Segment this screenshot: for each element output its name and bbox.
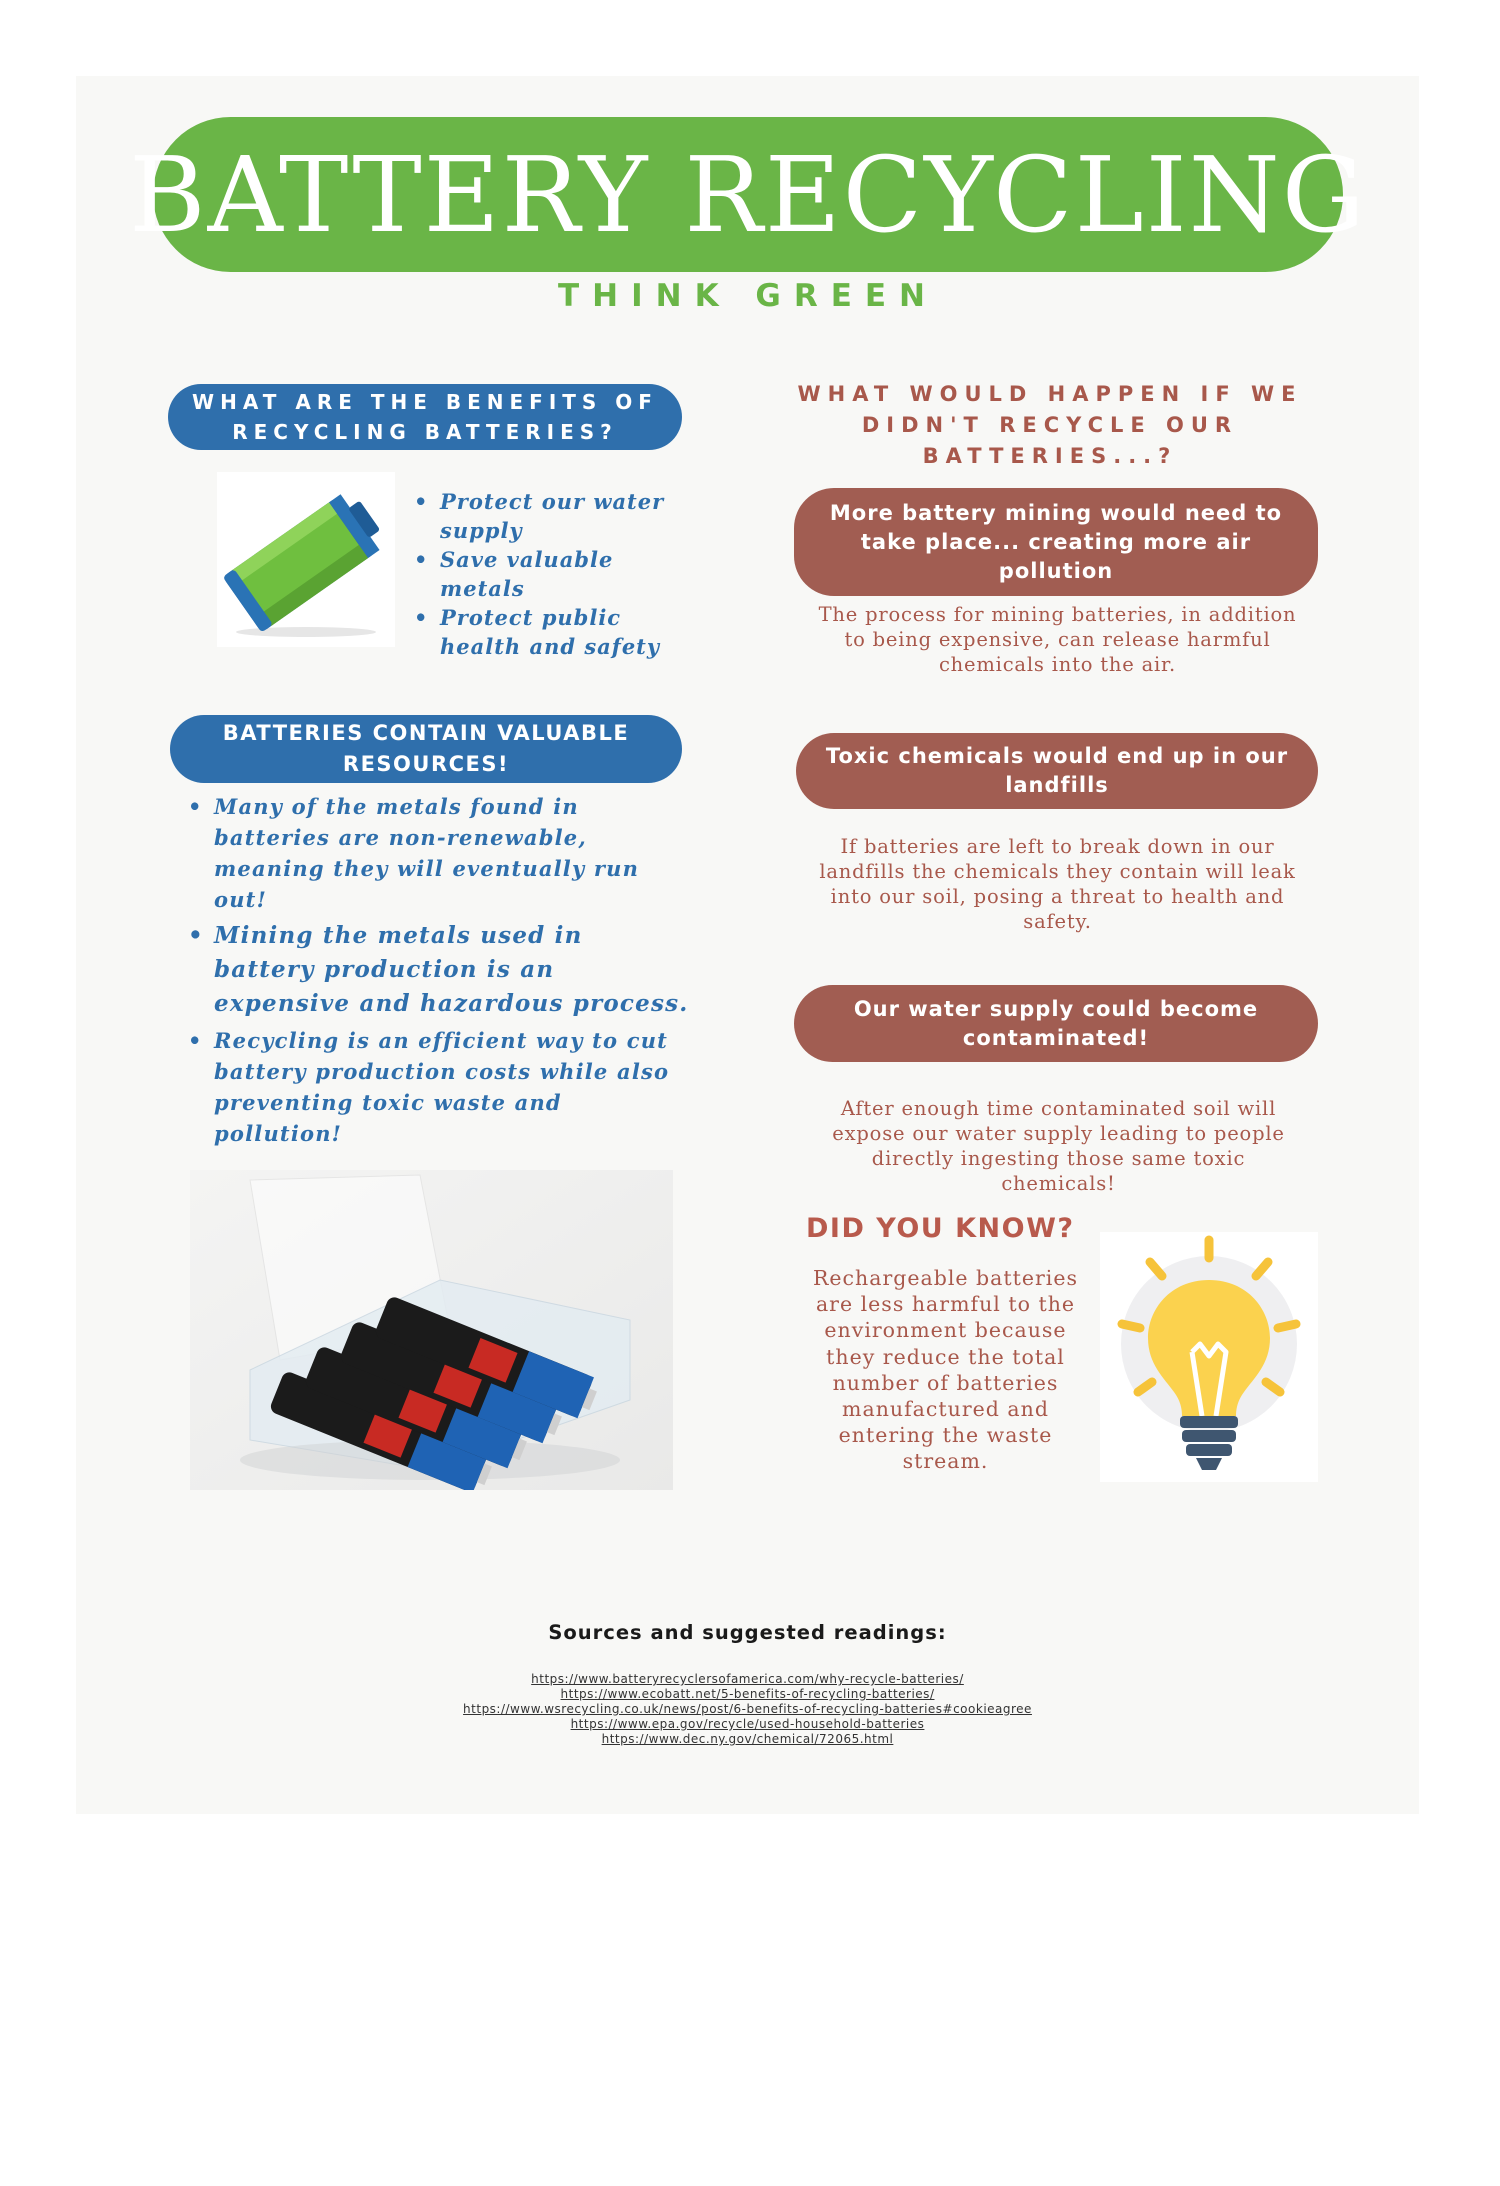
sources-list — [76, 1672, 1419, 1747]
resources-heading-line: RESOURCES! — [342, 752, 510, 776]
list-item: • Protect public health and safety — [440, 603, 690, 661]
page-title: BATTERY RECYCLING — [129, 133, 1367, 256]
list-item: • Recycling is an efficient way to cut battery production costs while also preventing toxic waste and pollution! — [214, 1025, 694, 1149]
list-item: • Mining the metals used in battery production is an expensive and hazardous process. — [214, 919, 694, 1021]
pill-line: contaminated! — [962, 1025, 1150, 1050]
resources-list — [214, 791, 694, 1153]
list-item: • Protect our water supply — [440, 487, 690, 545]
battery-illustration — [217, 472, 395, 647]
pill-line: Our water supply could become — [853, 996, 1259, 1021]
benefits-heading — [168, 384, 682, 450]
pill-line: More battery mining would need to — [829, 500, 1283, 525]
consequence-pill-landfills — [796, 733, 1318, 809]
batteries-photo — [190, 1170, 673, 1490]
consequence-text-mining: The process for mining batteries, in addition to being expensive, can release harmful chemicals into the air. — [818, 603, 1297, 676]
benefits-heading-line: WHAT ARE THE BENEFITS OF — [192, 390, 658, 414]
resources-heading-line: BATTERIES CONTAIN VALUABLE — [222, 721, 630, 745]
source-link[interactable]: https://www.epa.gov/recycle/used-household-batteries — [570, 1717, 925, 1731]
consequence-pill-mining — [794, 488, 1318, 596]
aa-batteries-image — [190, 1170, 673, 1490]
source-link[interactable]: https://www.dec.ny.gov/chemical/72065.html — [601, 1732, 894, 1746]
page-subtitle: THINK GREEN — [558, 278, 938, 314]
resources-heading — [170, 715, 682, 783]
sources-title: Sources and suggested readings: — [548, 1621, 947, 1644]
pill-line: take place... creating more air — [860, 529, 1252, 554]
consequence-pill-water — [794, 985, 1318, 1062]
benefits-heading-line: RECYCLING BATTERIES? — [232, 420, 618, 444]
source-link[interactable]: https://www.batteryrecyclersofamerica.com/why-recycle-batteries/ — [531, 1672, 964, 1686]
list-item: • Many of the metals found in batteries are non-renewable, meaning they will eventually run out! — [214, 791, 694, 915]
did-you-know-title: DID YOU KNOW? — [806, 1213, 1075, 1244]
did-you-know-text: Rechargeable batteries are less harmful to the environment because they reduce the total number of batteries manufactured and entering the waste stream. — [812, 1266, 1079, 1474]
consequence-text-water: After enough time contaminated soil will expose our water supply leading to people directly ingesting those same toxic chemicals! — [832, 1097, 1285, 1195]
consequence-text-landfills: If batteries are left to break down in our landfills the chemicals they contain will leak into our soil, posing a threat to health and safety. — [819, 835, 1296, 933]
pill-line: landfills — [1005, 773, 1109, 797]
benefits-list — [440, 487, 690, 661]
lightbulb-icon — [1100, 1232, 1318, 1482]
pill-line: Toxic chemicals would end up in our — [825, 744, 1289, 768]
lightbulb-illustration — [1100, 1232, 1318, 1482]
consequences-heading-line: DIDN'T RECYCLE OUR — [861, 413, 1239, 437]
consequences-heading — [780, 379, 1320, 472]
title-banner — [129, 117, 1367, 272]
consequences-heading-line: BATTERIES...? — [922, 444, 1178, 468]
pill-line: pollution — [998, 558, 1114, 583]
battery-icon — [217, 472, 395, 647]
source-link[interactable]: https://www.wsrecycling.co.uk/news/post/6-benefits-of-recycling-batteries#cookieagree — [463, 1702, 1032, 1716]
source-link[interactable]: https://www.ecobatt.net/5-benefits-of-recycling-batteries/ — [560, 1687, 935, 1701]
list-item: • Save valuable metals — [440, 545, 690, 603]
consequences-heading-line: WHAT WOULD HAPPEN IF WE — [797, 382, 1303, 406]
